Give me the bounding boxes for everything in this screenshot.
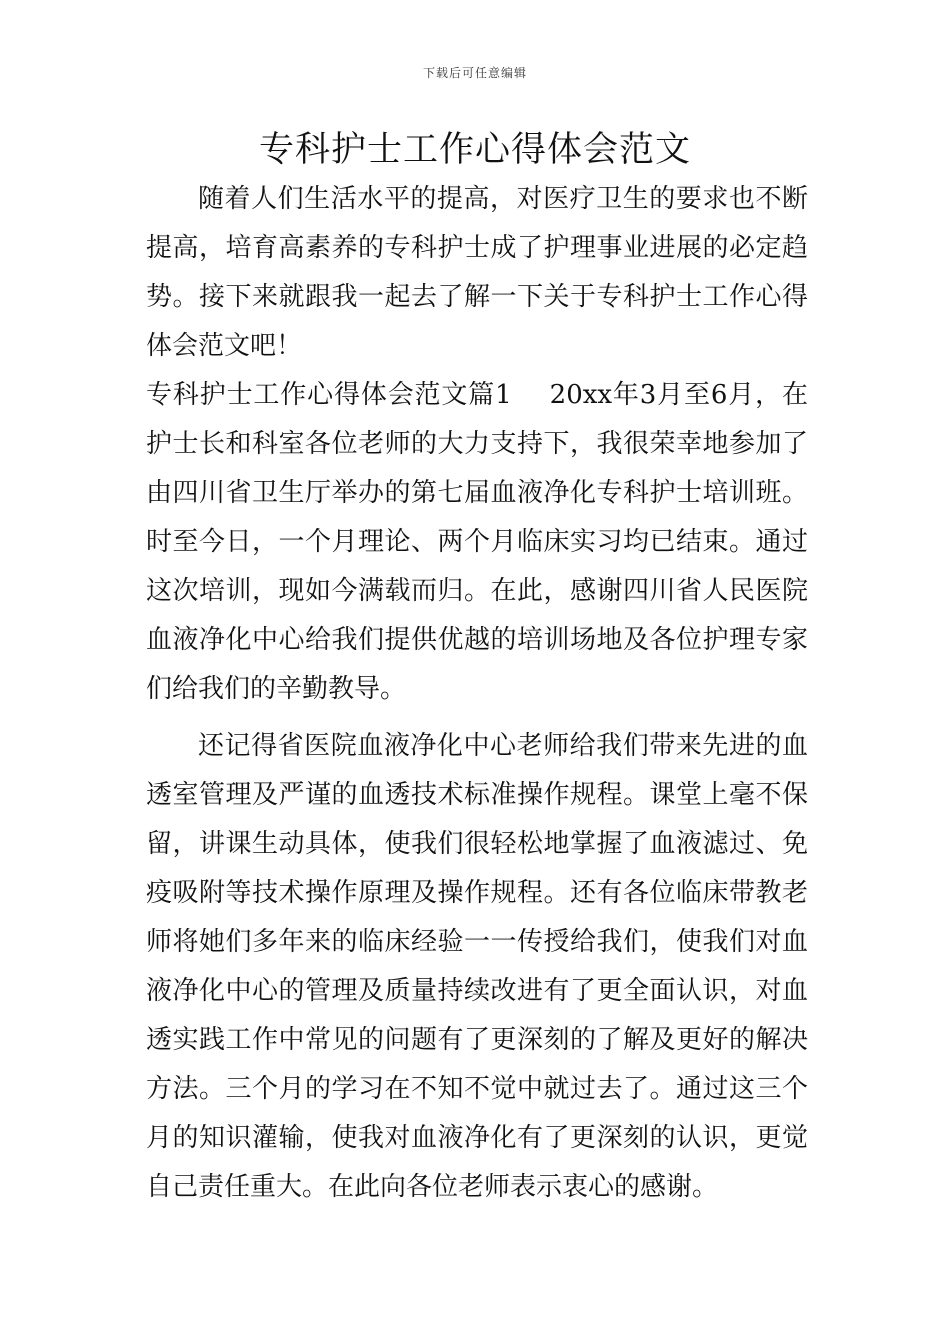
section1-text: 20xx年3月至6月，在护士长和科室各位老师的大力支持下，我很荣幸地参加了由四川省卫生厅举办的第七届血液净化专科护士培训班。时至今日，一个月理论、两个月临床实习均已结束。通过这次培训，现如今满载而归。在此，感谢四川省人民医院血液净化中心给我们提供优越的培训场地及各位护理专家们给我们的辛勤教导。 [146, 380, 808, 704]
section1-paragraph [146, 371, 808, 714]
header-note: 下载后可任意编辑 [422, 66, 527, 80]
paragraph-2: 还记得省医院血液净化中心老师给我们带来先进的血透室管理及严谨的血透技术标准操作规程。课堂上毫不保留，讲课生动具体，使我们很轻松地掌握了血液滤过、免疫吸附等技术操作原理及操作规程。还有各位临床带教老师将她们多年来的临床经验一一传授给我们，使我们对血液净化中心的管理及质量持续改进有了更全面认识，对血透实践工作中常见的问题有了更深刻的了解及更好的解决方法。三个月的学习在不知不觉中就过去了。通过这三个月的知识灌输，使我对血液净化有了更深刻的认识，更觉自己责任重大。在此向各位老师表示衷心的感谢。 [146, 731, 808, 1202]
intro-paragraph: 随着人们生活水平的提高，对医疗卫生的要求也不断提高，培育高素养的专科护士成了护理事业进展的必定趋势。接下来就跟我一起去了解一下关于专科护士工作心得体会范文吧！ [146, 184, 808, 361]
section1-title: 专科护士工作心得体会范文篇1 [146, 380, 512, 410]
document-title: 专科护士工作心得体会范文 [258, 130, 691, 170]
document-body [146, 175, 808, 714]
document-body-continued [146, 722, 808, 1212]
